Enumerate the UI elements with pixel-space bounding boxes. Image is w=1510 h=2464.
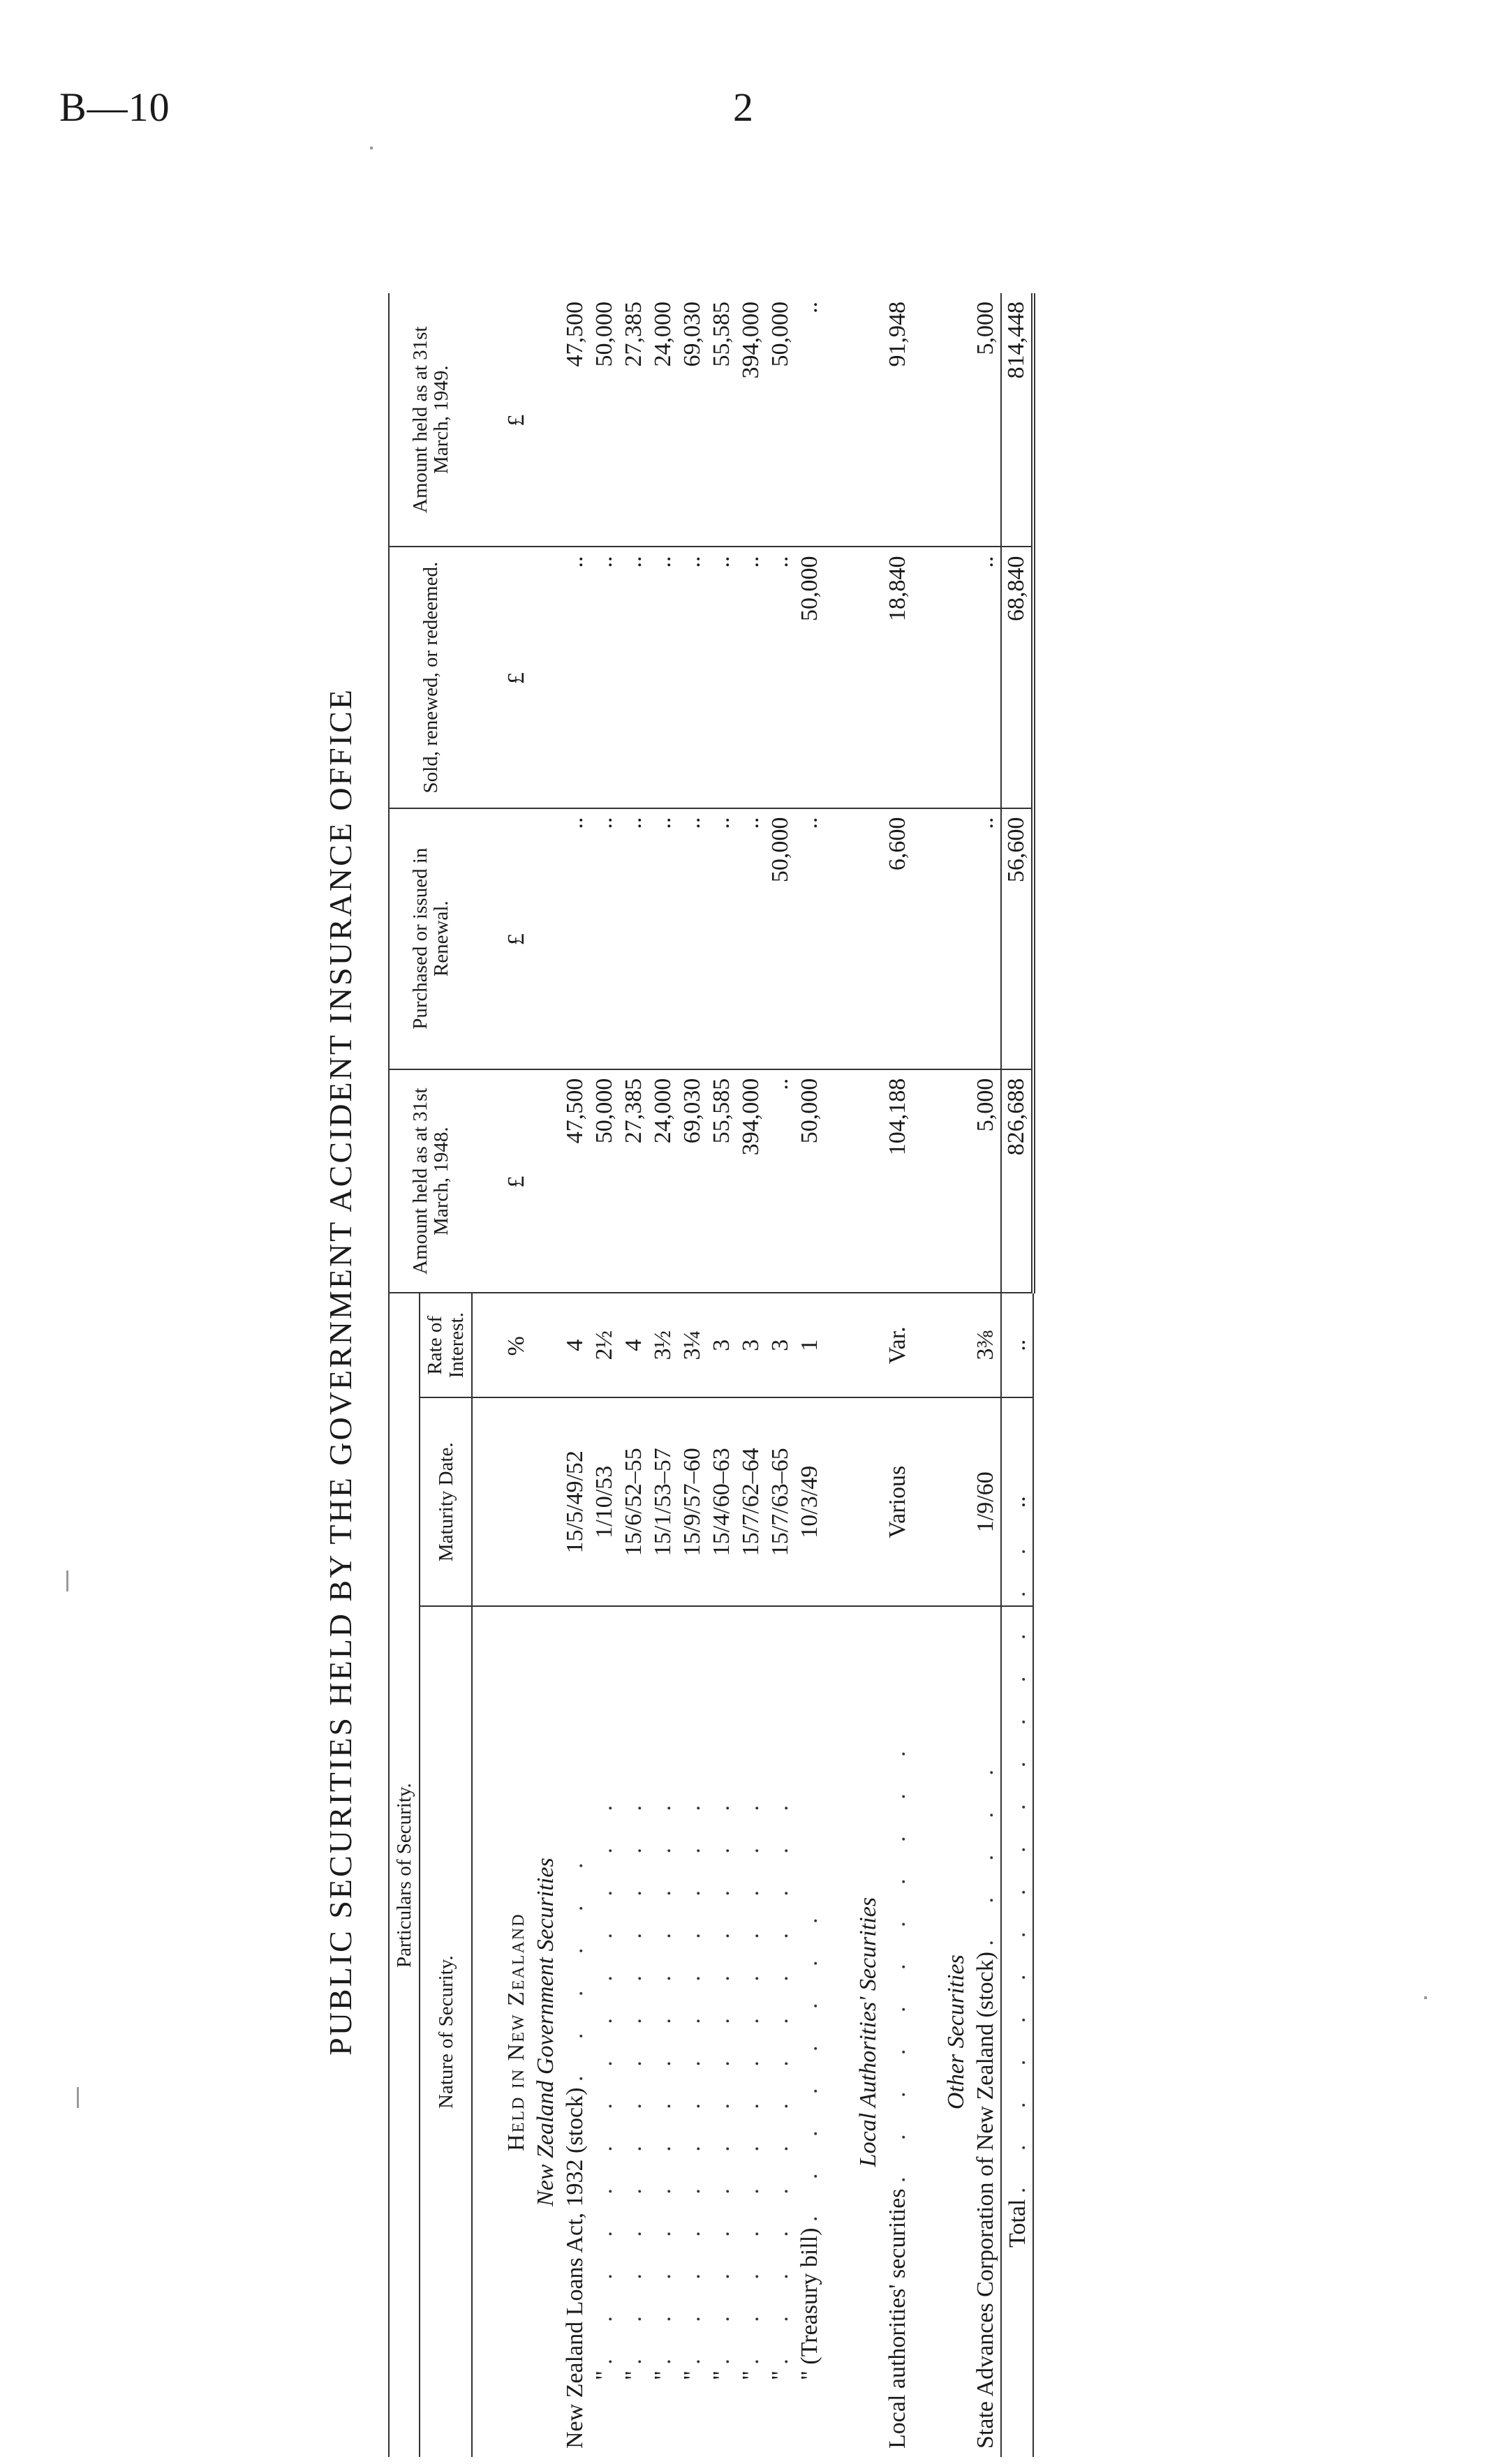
table-row <box>795 293 824 2457</box>
held-1949-cell: 5,000 <box>971 293 1001 547</box>
table-row <box>707 293 737 2457</box>
rate-cell: Var. <box>883 1293 912 1397</box>
purchased-cell: .. <box>619 808 649 1069</box>
held-1949-cell: 47,500 <box>561 293 590 547</box>
sold-cell: .. <box>707 547 737 808</box>
sold-cell: .. <box>971 547 1001 808</box>
held-1948-cell: 104,188 <box>883 1069 912 1293</box>
section-heading-nz: Held in New Zealand <box>503 1913 530 2151</box>
rate-cell: 3½ <box>649 1293 678 1397</box>
pound-unit: £ <box>502 1069 531 1293</box>
sold-cell: 18,840 <box>883 547 912 808</box>
rate-cell: 3 <box>766 1293 795 1397</box>
table-row <box>971 293 1001 2457</box>
rate-cell: 2½ <box>590 1293 619 1397</box>
purchased-cell: .. <box>795 808 824 1069</box>
rate-cell: 4 <box>619 1293 649 1397</box>
purchased-cell: .. <box>590 808 619 1069</box>
held-1949-cell: 91,948 <box>883 293 912 547</box>
section-heading-local: Local Authorities' Securities <box>855 1897 882 2167</box>
held-1949-cell: 27,385 <box>619 293 649 547</box>
nature-cell: " . . . . . . . . . . . . . . <box>738 1790 764 2380</box>
nature-cell: " . . . . . . . . . . . . . . <box>767 1790 794 2380</box>
total-held-1949: 814,448 <box>1001 293 1033 547</box>
percent-unit: % <box>502 1293 531 1397</box>
held-1948-cell: 50,000 <box>590 1069 619 1293</box>
held-1948-cell: 24,000 <box>649 1069 678 1293</box>
maturity-cell: 15/9/57–60 <box>678 1397 707 1606</box>
pound-unit: £ <box>502 293 531 547</box>
maturity-cell: 15/7/63–65 <box>766 1397 795 1606</box>
table-row <box>561 293 590 2457</box>
sold-cell: .. <box>766 547 795 808</box>
page-reference: B—10 <box>59 84 170 130</box>
table-row <box>619 293 649 2457</box>
pound-unit: £ <box>502 547 531 808</box>
held-1949-cell: 50,000 <box>766 293 795 547</box>
nature-cell: " . . . . . . . . . . . . . . <box>591 1790 618 2380</box>
rate-header: Rate of Interest. <box>420 1293 472 1397</box>
purchased-cell: .. <box>561 808 590 1069</box>
maturity-cell: 15/1/53–57 <box>649 1397 678 1606</box>
held-1949-cell: 394,000 <box>737 293 766 547</box>
table-row <box>883 293 912 2457</box>
maturity-header: Maturity Date. <box>420 1397 472 1606</box>
held-1948-cell: 5,000 <box>971 1069 1001 1293</box>
scan-speck <box>66 1571 68 1591</box>
total-purchased: 56,600 <box>1001 808 1033 1069</box>
sold-cell: 50,000 <box>795 547 824 808</box>
particulars-header: Particulars of Security. <box>389 1293 420 2457</box>
table-row <box>678 293 707 2457</box>
sold-cell: .. <box>649 547 678 808</box>
nature-header: Nature of Security. <box>420 1606 472 2457</box>
rate-cell: 3¼ <box>678 1293 707 1397</box>
scan-speck <box>370 147 373 149</box>
purchased-cell: .. <box>971 808 1001 1069</box>
securities-table <box>388 293 1035 2457</box>
purchased-cell: .. <box>678 808 707 1069</box>
total-sold: 68,840 <box>1001 547 1033 808</box>
sold-cell: .. <box>619 547 649 808</box>
scan-speck <box>1424 1996 1427 1999</box>
maturity-cell: 15/6/52–55 <box>619 1397 649 1606</box>
purchased-cell: 50,000 <box>766 808 795 1069</box>
held-1949-cell: 55,585 <box>707 293 737 547</box>
held-1948-header: Amount held as at 31st March, 1948. <box>389 1069 472 1293</box>
pound-unit: £ <box>502 808 531 1069</box>
section-heading-other: Other Securities <box>943 1954 970 2110</box>
maturity-cell: 15/4/60–63 <box>707 1397 737 1606</box>
maturity-cell: 15/7/62–64 <box>737 1397 766 1606</box>
held-1948-cell: 394,000 <box>737 1069 766 1293</box>
maturity-cell: 10/3/49 <box>795 1397 824 1606</box>
sold-cell: .. <box>561 547 590 808</box>
nature-cell: " (Treasury bill) . . . . . . . . <box>797 1902 823 2380</box>
nature-cell: " . . . . . . . . . . . . . . <box>709 1790 735 2380</box>
nature-cell: " . . . . . . . . . . . . . . <box>650 1790 676 2380</box>
rate-cell: 4 <box>561 1293 590 1397</box>
table-row <box>590 293 619 2457</box>
nature-cell: " . . . . . . . . . . . . . . <box>621 1790 647 2380</box>
purchased-cell: 6,600 <box>883 808 912 1069</box>
total-label: Total . . . . . . . . . . . . . . . . <box>1001 1606 1033 2457</box>
rate-cell: .. <box>1001 1293 1033 1397</box>
nature-cell: New Zealand Loans Act, 1932 (stock) . . . . . . <box>562 1847 589 2449</box>
held-1949-cell: .. <box>795 293 824 547</box>
sold-cell: .. <box>737 547 766 808</box>
sold-cell: .. <box>678 547 707 808</box>
purchased-cell: .. <box>707 808 737 1069</box>
rate-cell: 3 <box>707 1293 737 1397</box>
maturity-cell: Various <box>883 1397 912 1606</box>
rate-cell: 1 <box>795 1293 824 1397</box>
section-heading-nz-gov: New Zealand Government Securities <box>533 1857 559 2206</box>
total-held-1948: 826,688 <box>1001 1069 1033 1293</box>
maturity-cell: 1/9/60 <box>971 1397 1001 1606</box>
held-1948-cell: 55,585 <box>707 1069 737 1293</box>
held-1948-cell: 50,000 <box>795 1069 824 1293</box>
total-row <box>1001 293 1033 2457</box>
rotated-table-page <box>322 279 1187 2464</box>
held-1949-cell: 69,030 <box>678 293 707 547</box>
nature-cell: Local authorities' securities . . . . . . . . . . . <box>884 1735 911 2449</box>
held-1948-cell: 69,030 <box>678 1069 707 1293</box>
held-1949-header: Amount held as at 31st March, 1949. <box>389 293 472 547</box>
nature-cell: State Advances Corporation of New Zealand (stock) . . . . . <box>972 1754 999 2449</box>
held-1948-cell: 27,385 <box>619 1069 649 1293</box>
page-number: 2 <box>733 84 753 130</box>
purchased-cell: .. <box>649 808 678 1069</box>
scan-speck <box>77 2087 79 2108</box>
purchased-cell: .. <box>737 808 766 1069</box>
held-1948-cell: .. <box>766 1069 795 1293</box>
page-title: PUBLIC SECURITIES HELD BY THE GOVERNMENT ACCIDENT INSURANCE OFFICE <box>323 688 358 2056</box>
purchased-header: Purchased or issued in Renewal. <box>389 808 472 1069</box>
table-row <box>766 293 795 2457</box>
sold-cell: .. <box>590 547 619 808</box>
held-1949-cell: 24,000 <box>649 293 678 547</box>
rate-cell: 3 <box>737 1293 766 1397</box>
table-row <box>649 293 678 2457</box>
table-row <box>737 293 766 2457</box>
held-1948-cell: 47,500 <box>561 1069 590 1293</box>
maturity-cell: 15/5/49/52 <box>561 1397 590 1606</box>
held-1949-cell: 50,000 <box>590 293 619 547</box>
nature-cell: " . . . . . . . . . . . . . . <box>679 1790 706 2380</box>
sold-header: Sold, renewed, or redeemed. <box>389 547 472 808</box>
maturity-cell: 1/10/53 <box>590 1397 619 1606</box>
maturity-cell: .. <box>1001 1397 1033 1606</box>
rate-cell: 3⅜ <box>971 1293 1001 1397</box>
